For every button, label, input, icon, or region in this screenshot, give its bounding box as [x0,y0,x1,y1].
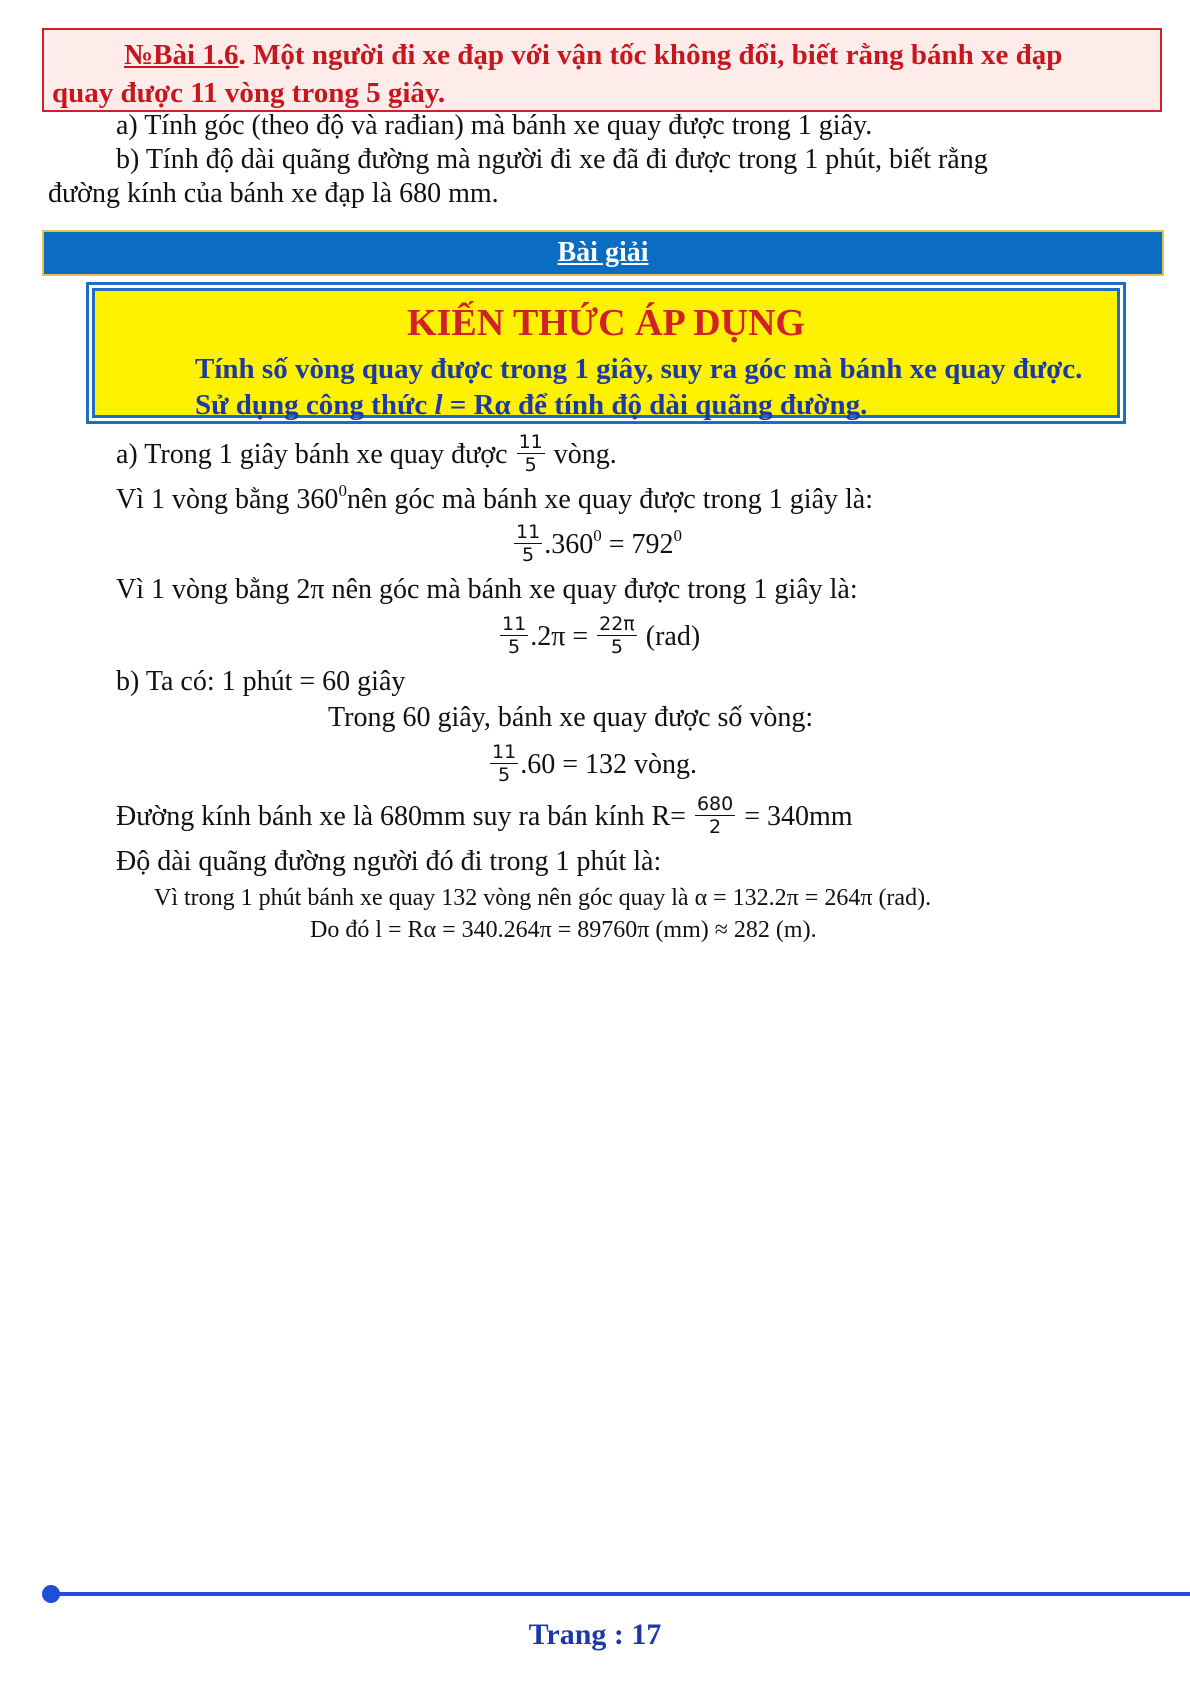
degree-line: Vì 1 vòng bằng $360^0nên$ góc mà bánh xe quay được trong 1 giây là: [116,481,873,515]
question-a: a) Tính góc (theo độ và rađian) mà bánh xe quay được trong 1 giây. [116,110,873,141]
fraction-22pi-5: $\frac{22\pi}{5}$ [599,613,635,658]
radian-line: Vì 1 vòng bằng 2π nên góc mà bánh xe quay được trong 1 giây là: [116,574,858,605]
fraction-11-5: $\frac{11}{5}$ [502,613,527,658]
rotation-calc: $\frac{11}{5}$ .60 = 132 vòng. [492,741,697,786]
solution-header-bar [42,230,1164,276]
footer-dot [42,1585,60,1603]
problem-statement-box [42,28,1162,112]
knowledge-box [86,282,1126,424]
fraction-11-5: $\frac{11}{5}$ [518,431,543,476]
solution-a-line: a) Trong 1 giây bánh xe quay được $\frac{11}{5}$ vòng. [116,431,617,476]
problem-text-b: quay được 11 vòng trong 5 giây. [52,77,446,109]
solution-header: Bài giải [557,237,649,268]
degree-calc: $\frac{11}{5}$ $.360^0 = 792^0$ [516,521,682,566]
solution-b-line: b) Ta có: 1 phút = 60 giây [116,666,406,697]
radius-line: Đường kính bánh xe là 680mm suy ra bán kính R= $\frac{680}{2}$ = 340mm [116,793,853,838]
radian-calc: $\frac{11}{5}$ .2π = $\frac{22\pi}{5}$ (rad) [502,613,701,658]
knowledge-text: Tính số vòng quay được trong 1 giây, suy ra góc mà bánh xe quay được. Sử dụng công thức l = Rα để tính độ dài quãng đường. [195,353,1083,421]
question-b-line1: b) Tính độ dài quãng đường mà người đi xe đã đi được trong 1 phút, biết rằng [116,144,988,175]
problem-number: №Bài 1.6 [124,39,239,71]
footer-divider [52,1592,1190,1596]
final-line: Do đó l = Rα = 340.264π = 89760π (mm) ≈ 282 (m). [310,917,817,943]
problem-text-a: . Một người đi xe đạp với vận tốc không đổi, biết rằng bánh xe đạp [238,39,1063,71]
fraction-11-5: $\frac{11}{5}$ [492,741,517,786]
fraction-680-2: $\frac{680}{2}$ [696,793,734,838]
page-number: Trang : 17 [528,1618,662,1651]
angle-line: Vì trong 1 phút bánh xe quay 132 vòng nên góc quay là α = 132.2π = 264π (rad). [154,885,932,911]
knowledge-title: KIẾN THỨC ÁP DỤNG [407,302,805,344]
distance-line: Độ dài quãng đường người đó đi trong 1 phút là: [116,846,662,877]
question-b-line2: đường kính của bánh xe đạp là 680 mm. [48,178,499,209]
fraction-11-5: $\frac{11}{5}$ [516,521,541,566]
rotation-line: Trong 60 giây, bánh xe quay được số vòng: [328,702,814,733]
variable-l: l [434,389,443,421]
